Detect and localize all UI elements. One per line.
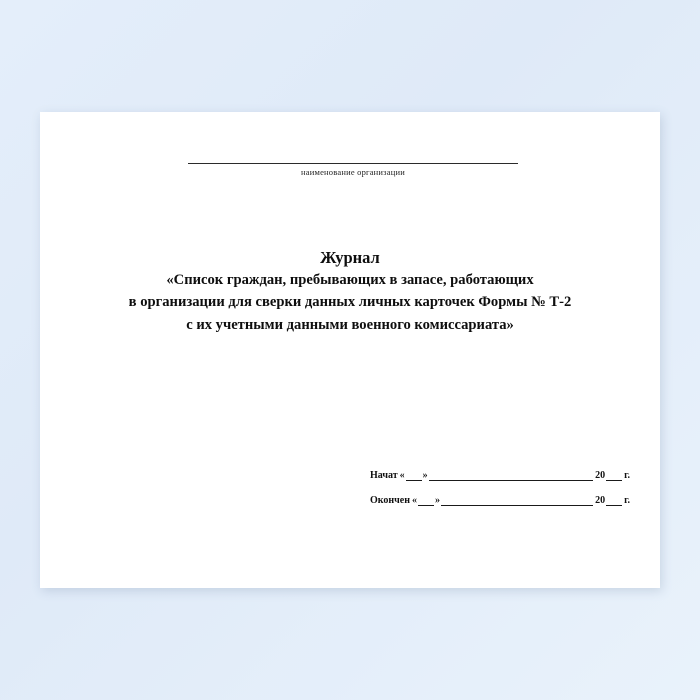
title-line-1: «Список граждан, пребывающих в запасе, работающих	[166, 272, 534, 289]
finished-quote-close: »	[435, 495, 441, 506]
document-page	[40, 112, 660, 588]
started-month-blank[interactable]	[429, 471, 593, 481]
started-day-blank[interactable]	[406, 471, 422, 481]
started-year: 20	[595, 470, 606, 481]
finished-year: 20	[595, 495, 606, 506]
organization-name-caption: наименование организации	[301, 167, 405, 177]
finished-month-blank[interactable]	[441, 496, 593, 506]
title-line-2: в организации для сверки данных личных карточек Формы № Т-2	[128, 294, 572, 311]
title-heading: Журнал	[320, 248, 380, 267]
title-line-3: с их учетными данными военного комиссариата»	[186, 316, 514, 333]
started-year-blank[interactable]	[606, 471, 622, 481]
started-date-row[interactable]	[370, 470, 630, 481]
document-title	[70, 247, 630, 336]
finished-day-blank[interactable]	[418, 496, 434, 506]
date-fields	[370, 470, 630, 520]
finished-year-blank[interactable]	[606, 496, 622, 506]
organization-name-field[interactable]	[188, 162, 518, 177]
started-label: Начат	[370, 470, 398, 481]
started-year-suffix: г.	[624, 470, 630, 481]
organization-name-rule	[188, 162, 518, 164]
started-quote-close: »	[422, 470, 428, 481]
finished-year-suffix: г.	[624, 495, 630, 506]
finished-quote-open: «	[412, 495, 418, 506]
finished-label: Окончен	[370, 495, 411, 506]
finished-date-row[interactable]	[370, 495, 630, 506]
started-quote-open: «	[399, 470, 405, 481]
